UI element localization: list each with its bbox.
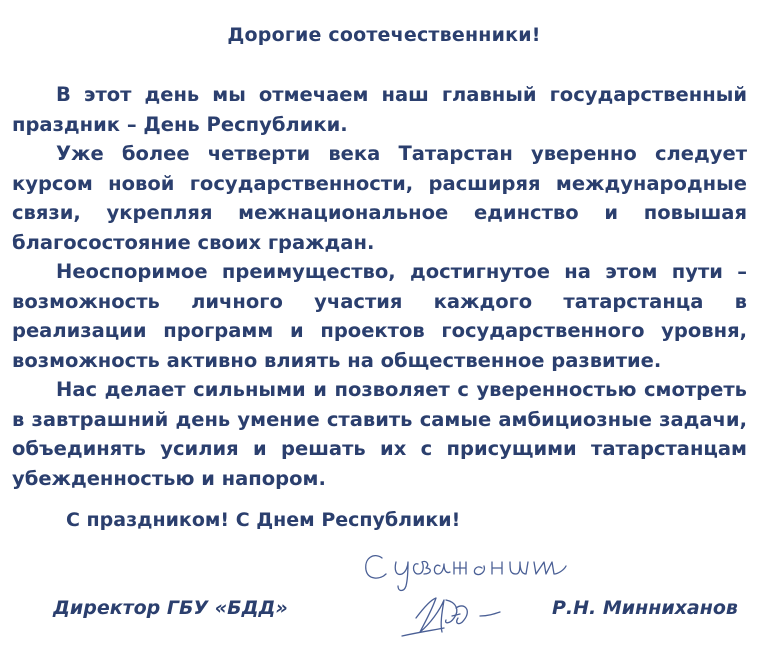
paragraph-4: Нас делает сильными и позволяет с уверенностью смотреть в завтрашний день умение ставить самые амбициозные задачи, объединять усилия и решать их с присущими татарстанцам убежденностью и напором. — [12, 378, 747, 490]
paragraph-1: В этот день мы отмечаем наш главный государственный праздник – День Республики. — [12, 83, 747, 136]
celebration-line: С праздником! С Днем Республики! — [66, 509, 461, 531]
letter-greeting: Дорогие соотечественники! — [227, 24, 541, 46]
paragraph-3: Неоспоримое преимущество, достигнутое на этом пути – возможность личного участия каждого татарстанца в реализации программ и проектов государственного уровня, возможность активно влиять на общественное развитие. — [12, 260, 747, 372]
paragraph-2: Уже более четверти века Татарстан уверенно следует курсом новой государственности, расширяя международные связи, укрепляя межнациональное единство и повышая благосостояние своих граждан. — [12, 142, 747, 254]
signer-name: Р.Н. Минниханов — [552, 597, 738, 619]
signature-block — [0, 594, 768, 634]
signer-position: Директор ГБУ «БДД» — [53, 597, 288, 619]
letter-body — [12, 80, 747, 493]
